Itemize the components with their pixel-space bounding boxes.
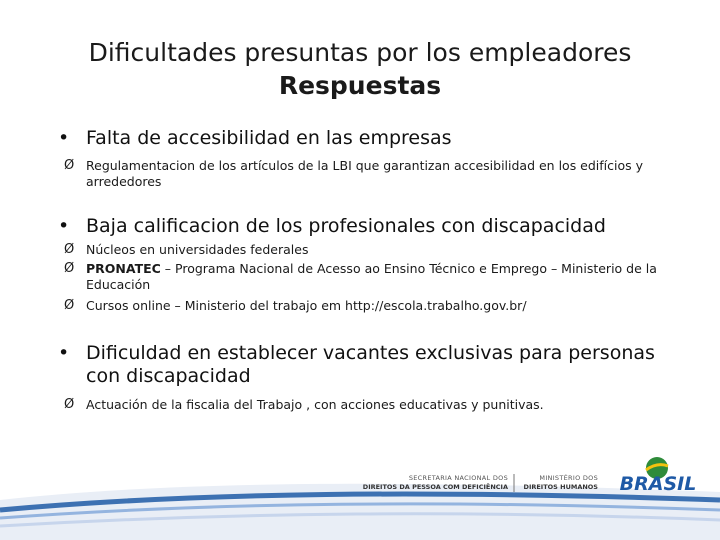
sub-item-text: Cursos online – Ministerio del trabajo em http://escola.trabalho.gov.br/ xyxy=(86,298,527,313)
brasil-wordmark: BRASIL xyxy=(619,473,697,495)
bullet-text: Baja calificacion de los profesionales con discapacidad xyxy=(86,215,606,237)
ministerio-line-2: DIREITOS HUMANOS xyxy=(523,483,598,491)
sub-item xyxy=(64,298,704,314)
sub-item xyxy=(64,242,704,258)
bullet-text: Falta de accesibilidad en las empresas xyxy=(86,127,452,149)
bullet-item xyxy=(58,215,688,238)
arrow-icon: Ø xyxy=(64,397,75,412)
sub-item xyxy=(64,158,704,190)
bullet-item xyxy=(58,342,688,388)
slide-title xyxy=(0,36,720,102)
bullet-icon: • xyxy=(58,342,70,364)
arrow-icon: Ø xyxy=(64,242,75,257)
arrow-icon: Ø xyxy=(64,261,75,276)
secretaria-line-1: SECRETARIA NACIONAL DOS xyxy=(408,474,508,482)
sub-item-text: Actuación de la fiscalia del Trabajo , con acciones educativas y punitivas. xyxy=(86,397,544,412)
arrow-icon: Ø xyxy=(64,158,75,173)
sub-item-text: Regulamentacion de los artículos de la LBI que garantizan accesibilidad en los edifícios y arrededores xyxy=(86,158,644,189)
sub-item-text xyxy=(86,261,704,293)
secretaria-line-2: DIREITOS DA PESSOA COM DEFICIÊNCIA xyxy=(362,483,508,491)
pronatec-rest: – Programa Nacional de Acesso ao Ensino Técnico e Emprego – Ministerio de la Educación xyxy=(86,261,657,292)
bullet-item xyxy=(58,127,688,150)
title-line-1: Dificultades presuntas por los empleadores xyxy=(88,38,632,67)
pronatec-acronym: PRONATEC xyxy=(86,261,161,276)
sub-item xyxy=(64,261,704,293)
sub-item xyxy=(64,397,704,413)
bullet-text: Dificuldad en establecer vacantes exclusivas para personas con discapacidad xyxy=(86,342,655,387)
footer-banner xyxy=(0,440,720,540)
title-line-2: Respuestas xyxy=(278,71,442,100)
bullet-icon: • xyxy=(58,215,70,237)
sub-item-text: Núcleos en universidades federales xyxy=(86,242,309,257)
brasil-logo xyxy=(620,457,697,495)
ministerio-line-1: MINISTÉRIO DOS xyxy=(539,474,598,482)
bullet-icon: • xyxy=(58,127,70,149)
arrow-icon: Ø xyxy=(64,298,75,313)
